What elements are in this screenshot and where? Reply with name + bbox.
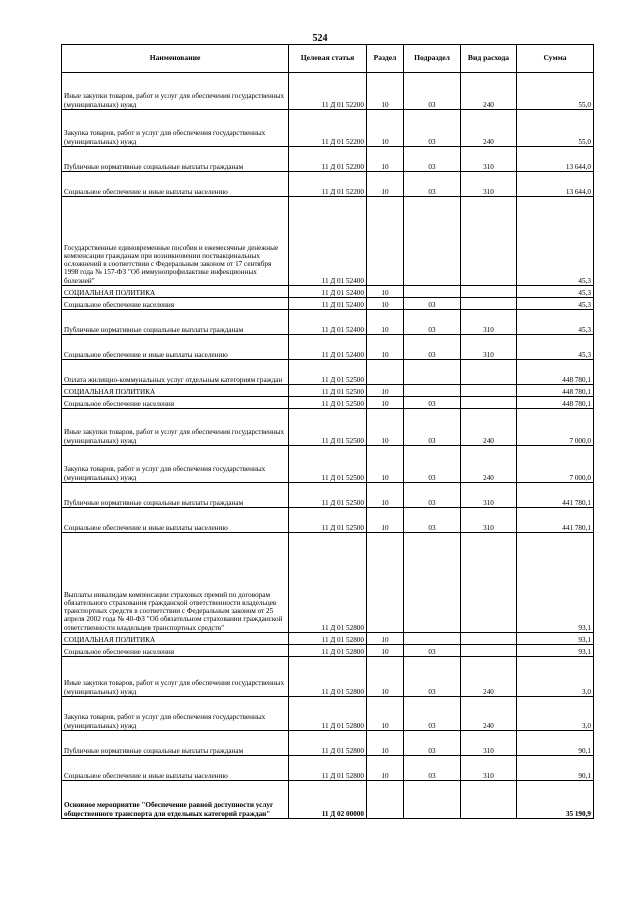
cell-section: 10 [367, 756, 404, 781]
cell-sum: 45,3 [517, 335, 594, 360]
cell-section [367, 197, 404, 286]
cell-sum: 7 000,0 [517, 409, 594, 446]
cell-sum: 93,1 [517, 645, 594, 657]
cell-expense-type [461, 533, 517, 633]
cell-expense-type: 310 [461, 483, 517, 508]
cell-expense-type: 310 [461, 310, 517, 335]
cell-section: 10 [367, 731, 404, 756]
cell-subsection [404, 286, 461, 298]
cell-section: 10 [367, 286, 404, 298]
cell-sum: 90,1 [517, 756, 594, 781]
cell-sum: 3,0 [517, 657, 594, 697]
cell-section: 10 [367, 633, 404, 645]
cell-subsection: 03 [404, 446, 461, 483]
cell-sum: 7 000,0 [517, 446, 594, 483]
cell-name: Выплаты инвалидам компенсации страховых премий по договорам обязательного страхования гражданской ответственности владельцев транспортных средств в соответствии с Федеральным законом от 25 апреля 2002 года № 40-ФЗ "Об обязательном страховании гражданской ответственности владельцев транспортных средств" [62, 533, 289, 633]
cell-sum: 45,3 [517, 286, 594, 298]
cell-target: 11 Д 01 52200 [289, 110, 367, 147]
cell-target: 11 Д 01 52400 [289, 335, 367, 360]
cell-name: Иные закупки товаров, работ и услуг для обеспечения государственных (муниципальных) нужд [62, 409, 289, 446]
cell-expense-type [461, 286, 517, 298]
cell-subsection [404, 385, 461, 397]
table-row [62, 645, 594, 657]
cell-target: 11 Д 01 52400 [289, 197, 367, 286]
cell-sum: 45,3 [517, 298, 594, 310]
cell-expense-type [461, 360, 517, 385]
table-row [62, 508, 594, 533]
budget-table [61, 44, 594, 819]
cell-expense-type [461, 385, 517, 397]
cell-subsection: 03 [404, 110, 461, 147]
cell-section: 10 [367, 409, 404, 446]
cell-sum: 35 190,9 [517, 781, 594, 819]
page-number: 524 [312, 33, 328, 44]
cell-expense-type [461, 645, 517, 657]
cell-sum: 55,0 [517, 73, 594, 110]
cell-name: Иные закупки товаров, работ и услуг для обеспечения государственных (муниципальных) нужд [62, 657, 289, 697]
cell-target: 11 Д 01 52200 [289, 73, 367, 110]
cell-section: 10 [367, 335, 404, 360]
cell-target: 11 Д 01 52200 [289, 147, 367, 172]
table-row [62, 172, 594, 197]
cell-target: 11 Д 01 52200 [289, 172, 367, 197]
cell-expense-type: 310 [461, 508, 517, 533]
cell-expense-type: 240 [461, 73, 517, 110]
cell-target: 11 Д 01 52800 [289, 756, 367, 781]
cell-target: 11 Д 01 52400 [289, 298, 367, 310]
cell-subsection: 03 [404, 335, 461, 360]
header-expense-type: Вид расхода [461, 45, 517, 73]
cell-expense-type [461, 298, 517, 310]
cell-sum: 90,1 [517, 731, 594, 756]
cell-expense-type: 310 [461, 756, 517, 781]
cell-name: Социальное обеспечение и иные выплаты населению [62, 335, 289, 360]
cell-target: 11 Д 01 52800 [289, 645, 367, 657]
cell-subsection: 03 [404, 657, 461, 697]
cell-subsection: 03 [404, 310, 461, 335]
cell-section: 10 [367, 298, 404, 310]
cell-sum: 448 780,1 [517, 397, 594, 409]
cell-target: 11 Д 01 52500 [289, 360, 367, 385]
cell-subsection: 03 [404, 645, 461, 657]
cell-name: Социальное обеспечение населения [62, 397, 289, 409]
cell-name: Социальное обеспечение и иные выплаты населению [62, 508, 289, 533]
table-row [62, 483, 594, 508]
cell-subsection [404, 633, 461, 645]
cell-expense-type [461, 633, 517, 645]
cell-expense-type: 240 [461, 110, 517, 147]
cell-sum: 45,3 [517, 197, 594, 286]
cell-section: 10 [367, 110, 404, 147]
cell-name: Закупка товаров, работ и услуг для обеспечения государственных (муниципальных) нужд [62, 697, 289, 731]
table-row [62, 397, 594, 409]
cell-section: 10 [367, 385, 404, 397]
cell-target: 11 Д 01 52400 [289, 310, 367, 335]
table-row [62, 298, 594, 310]
cell-expense-type: 240 [461, 697, 517, 731]
cell-expense-type: 310 [461, 172, 517, 197]
header-subsection: Подраздел [404, 45, 461, 73]
cell-subsection: 03 [404, 508, 461, 533]
cell-subsection: 03 [404, 397, 461, 409]
cell-subsection: 03 [404, 697, 461, 731]
table-row [62, 657, 594, 697]
table-row [62, 533, 594, 633]
cell-sum: 13 644,0 [517, 147, 594, 172]
table-row [62, 197, 594, 286]
cell-subsection [404, 197, 461, 286]
table-row [62, 73, 594, 110]
cell-section: 10 [367, 310, 404, 335]
cell-target: 11 Д 01 52500 [289, 446, 367, 483]
cell-subsection [404, 360, 461, 385]
cell-expense-type: 240 [461, 409, 517, 446]
cell-subsection: 03 [404, 298, 461, 310]
table-row [62, 633, 594, 645]
cell-target: 11 Д 01 52400 [289, 286, 367, 298]
cell-name: Социальное обеспечение и иные выплаты населению [62, 756, 289, 781]
cell-name: Публичные нормативные социальные выплаты гражданам [62, 731, 289, 756]
cell-section: 10 [367, 645, 404, 657]
cell-name: Основное мероприятие "Обеспечение равной доступности услуг общественного транспорта для отдельных категорий граждан" [62, 781, 289, 819]
cell-sum: 448 780,1 [517, 385, 594, 397]
table-row [62, 335, 594, 360]
cell-expense-type: 310 [461, 335, 517, 360]
cell-expense-type [461, 197, 517, 286]
table-row [62, 310, 594, 335]
cell-subsection: 03 [404, 409, 461, 446]
cell-name: Публичные нормативные социальные выплаты гражданам [62, 310, 289, 335]
cell-sum: 441 780,1 [517, 508, 594, 533]
cell-target: 11 Д 01 52800 [289, 731, 367, 756]
cell-name: Публичные нормативные социальные выплаты гражданам [62, 483, 289, 508]
cell-sum: 55,0 [517, 110, 594, 147]
cell-sum: 93,1 [517, 533, 594, 633]
cell-sum: 45,3 [517, 310, 594, 335]
cell-subsection: 03 [404, 483, 461, 508]
cell-target: 11 Д 01 52800 [289, 633, 367, 645]
table-row [62, 697, 594, 731]
cell-target: 11 Д 01 52800 [289, 697, 367, 731]
cell-subsection: 03 [404, 172, 461, 197]
cell-target: 11 Д 01 52500 [289, 409, 367, 446]
cell-subsection: 03 [404, 147, 461, 172]
header-name: Наименование [62, 45, 289, 73]
cell-target: 11 Д 02 00000 [289, 781, 367, 819]
cell-target: 11 Д 01 52800 [289, 657, 367, 697]
cell-subsection [404, 781, 461, 819]
cell-target: 11 Д 01 52500 [289, 508, 367, 533]
cell-section: 10 [367, 697, 404, 731]
cell-sum: 3,0 [517, 697, 594, 731]
cell-section [367, 781, 404, 819]
table-row [62, 731, 594, 756]
table-row [62, 147, 594, 172]
table-row [62, 781, 594, 819]
cell-name: СОЦИАЛЬНАЯ ПОЛИТИКА [62, 633, 289, 645]
cell-sum: 441 780,1 [517, 483, 594, 508]
cell-subsection [404, 533, 461, 633]
table-row [62, 110, 594, 147]
cell-expense-type [461, 781, 517, 819]
cell-subsection: 03 [404, 756, 461, 781]
cell-section: 10 [367, 446, 404, 483]
cell-subsection: 03 [404, 73, 461, 110]
cell-section: 10 [367, 172, 404, 197]
cell-section: 10 [367, 147, 404, 172]
header-sum: Сумма [517, 45, 594, 73]
cell-name: Оплата жилищно-коммунальных услуг отдельным категориям граждан [62, 360, 289, 385]
table-body [62, 73, 594, 819]
table-row [62, 385, 594, 397]
cell-target: 11 Д 01 52500 [289, 385, 367, 397]
cell-expense-type: 310 [461, 731, 517, 756]
cell-target: 11 Д 01 52500 [289, 483, 367, 508]
cell-name: Иные закупки товаров, работ и услуг для обеспечения государственных (муниципальных) нужд [62, 73, 289, 110]
cell-name: Социальное обеспечение населения [62, 298, 289, 310]
cell-subsection: 03 [404, 731, 461, 756]
table-row [62, 360, 594, 385]
cell-sum: 448 780,1 [517, 360, 594, 385]
cell-section: 10 [367, 397, 404, 409]
table-header-row [62, 45, 594, 73]
table-row [62, 286, 594, 298]
cell-name: Закупка товаров, работ и услуг для обеспечения государственных (муниципальных) нужд [62, 110, 289, 147]
cell-sum: 93,1 [517, 633, 594, 645]
table-row [62, 756, 594, 781]
cell-expense-type: 310 [461, 147, 517, 172]
cell-section: 10 [367, 483, 404, 508]
cell-section [367, 533, 404, 633]
cell-name: Публичные нормативные социальные выплаты гражданам [62, 147, 289, 172]
header-target: Целевая статья [289, 45, 367, 73]
header-section: Раздел [367, 45, 404, 73]
cell-name: Социальное обеспечение населения [62, 645, 289, 657]
cell-name: Закупка товаров, работ и услуг для обеспечения государственных (муниципальных) нужд [62, 446, 289, 483]
cell-expense-type: 240 [461, 657, 517, 697]
cell-section: 10 [367, 508, 404, 533]
cell-name: Социальное обеспечение и иные выплаты населению [62, 172, 289, 197]
cell-sum: 13 644,0 [517, 172, 594, 197]
table-row [62, 446, 594, 483]
cell-section: 10 [367, 73, 404, 110]
cell-name: СОЦИАЛЬНАЯ ПОЛИТИКА [62, 385, 289, 397]
cell-target: 11 Д 01 52800 [289, 533, 367, 633]
cell-expense-type [461, 397, 517, 409]
cell-section [367, 360, 404, 385]
table-row [62, 409, 594, 446]
cell-target: 11 Д 01 52500 [289, 397, 367, 409]
cell-name: СОЦИАЛЬНАЯ ПОЛИТИКА [62, 286, 289, 298]
cell-section: 10 [367, 657, 404, 697]
cell-name: Государственные единовременные пособия и ежемесячные денежные компенсации гражданам при возникновении поствакцинальных осложнений в соответствии с Федеральным законом от 17 сентября 1998 года № 157-ФЗ "Об иммунопрофилактике инфекционных болезней" [62, 197, 289, 286]
cell-expense-type: 240 [461, 446, 517, 483]
